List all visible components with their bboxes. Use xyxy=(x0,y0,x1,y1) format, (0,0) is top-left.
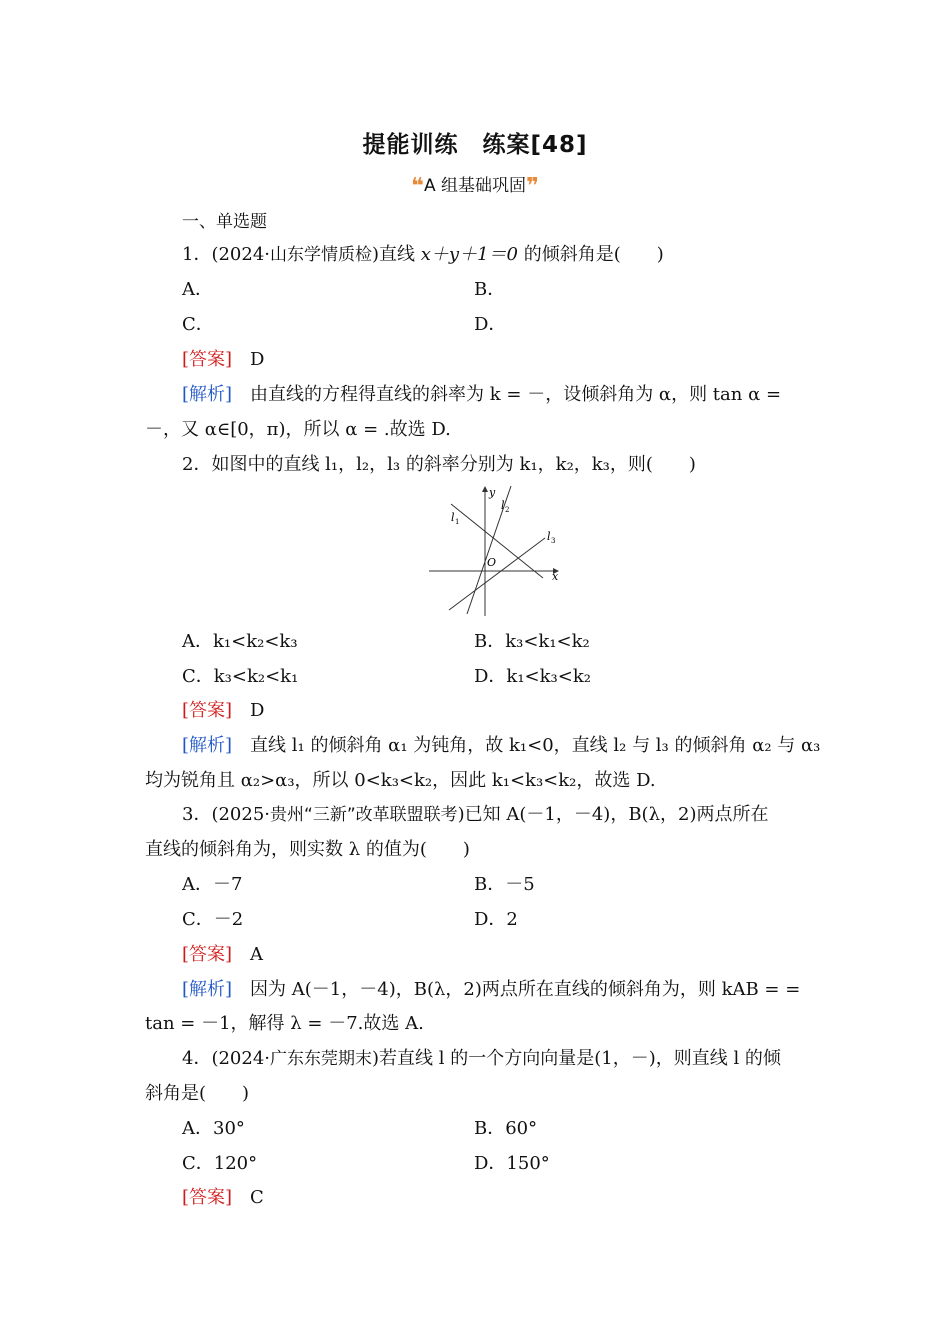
x-axis-label: x xyxy=(552,570,559,583)
q1-analysis-text-1: 由直线的方程得直线的斜率为 k = －，设倾斜角为 α，则 tan α = xyxy=(250,384,782,405)
q3-answer xyxy=(182,943,263,967)
q1-stem-suffix: 的倾斜角是( ) xyxy=(518,244,664,265)
q3-analysis-line-2: tan = －1，解得 λ = －7.故选 A. xyxy=(145,1013,424,1034)
q4-stem-line-1 xyxy=(182,1047,781,1071)
line-l3 xyxy=(449,538,545,610)
q3-option-c: C．－2 xyxy=(182,909,244,930)
l2-label: l xyxy=(501,499,505,512)
y-axis-label: y xyxy=(489,486,496,499)
l2-subscript: 2 xyxy=(505,506,510,514)
q4-option-b: B．60° xyxy=(474,1118,538,1139)
q2-answer-value: D xyxy=(250,700,265,721)
q1-option-a: A． xyxy=(182,279,213,300)
q1-analysis-line-2: －，又 α∈[0，π)，所以 α = .故选 D. xyxy=(145,419,451,440)
q3-answer-value: A xyxy=(250,944,264,965)
q3-stem-line-2: 直线的倾斜角为，则实数 λ 的值为( ) xyxy=(145,839,470,860)
l3-subscript: 3 xyxy=(551,537,556,545)
origin-label: O xyxy=(487,556,497,569)
q1-option-b: B． xyxy=(474,279,506,300)
q2-option-b: B．k₃<k₁<k₂ xyxy=(474,631,590,652)
page-title: 提能训练 练案[48] xyxy=(362,132,588,158)
q4-source: 广东东莞期末 xyxy=(270,1049,373,1069)
q4-option-d: D．150° xyxy=(474,1153,550,1174)
analysis-tag: [解析] xyxy=(182,384,233,405)
q1-source: 山东学情质检 xyxy=(270,245,373,265)
q2-answer xyxy=(182,699,264,723)
q3-option-d: D．2 xyxy=(474,909,518,930)
q1-stem-prefix: 1．(2024· xyxy=(182,244,271,265)
q2-option-a: A．k₁<k₂<k₃ xyxy=(182,631,298,652)
q4-stem-rest: )若直线 l 的一个方向向量是(1，－)，则直线 l 的倾 xyxy=(372,1048,781,1069)
q4-option-a: A．30° xyxy=(182,1118,245,1139)
q4-stem-line-2: 斜角是( ) xyxy=(145,1083,250,1104)
l3-label: l xyxy=(547,530,551,543)
q4-answer xyxy=(182,1186,264,1210)
q3-analysis-line-1 xyxy=(182,978,800,1002)
q4-stem-prefix: 4．(2024· xyxy=(182,1048,271,1069)
section-heading: 一、单选题 xyxy=(182,212,267,232)
q1-option-c: C． xyxy=(182,314,214,335)
q2-analysis-line-1 xyxy=(182,734,820,758)
y-axis-arrow-icon xyxy=(482,486,488,492)
q3-option-a: A．－7 xyxy=(182,874,243,895)
q3-source: 贵州“三新”改革联盟联考 xyxy=(270,805,458,825)
q2-analysis-text-1: 直线 l₁ 的倾斜角 α₁ 为钝角，故 k₁<0，直线 l₂ 与 l₃ 的倾斜角 α₂ 与 α₃ xyxy=(250,735,821,756)
answer-tag: [答案] xyxy=(182,1187,233,1208)
right-quote-icon: ❞ xyxy=(526,174,539,199)
group-label: A 组基础巩固 xyxy=(423,176,527,196)
q4-answer-value: C xyxy=(250,1187,264,1208)
q2-option-d: D．k₁<k₃<k₂ xyxy=(474,666,591,687)
q3-option-b: B．－5 xyxy=(474,874,535,895)
q1-answer-value: D xyxy=(250,349,265,370)
q1-answer xyxy=(182,348,264,372)
q2-option-c: C．k₃<k₂<k₁ xyxy=(182,666,299,687)
l1-subscript: 1 xyxy=(455,518,460,526)
q1-option-d: D． xyxy=(474,314,507,335)
answer-tag: [答案] xyxy=(182,944,233,965)
group-heading xyxy=(0,171,950,199)
q1-stem xyxy=(182,243,664,267)
q3-stem-line-1 xyxy=(182,803,768,827)
analysis-tag: [解析] xyxy=(182,979,233,1000)
line-l1 xyxy=(451,504,543,578)
l1-label: l xyxy=(451,511,455,524)
answer-tag: [答案] xyxy=(182,349,233,370)
q2-figure xyxy=(425,482,565,618)
q4-option-c: C．120° xyxy=(182,1153,258,1174)
q3-stem-prefix: 3．(2025· xyxy=(182,804,271,825)
answer-tag: [答案] xyxy=(182,700,233,721)
q3-analysis-text-1: 因为 A(－1，－4)，B(λ，2)两点所在直线的倾斜角为，则 kAB = = xyxy=(250,979,801,1000)
left-quote-icon: ❝ xyxy=(411,174,424,199)
q1-stem-mid: )直线 xyxy=(372,244,421,265)
q1-analysis-line-1 xyxy=(182,383,781,407)
analysis-tag: [解析] xyxy=(182,735,233,756)
q2-stem: 2．如图中的直线 l₁，l₂，l₃ 的斜率分别为 k₁，k₂，k₃，则( ) xyxy=(182,454,696,475)
q1-equation: x＋y＋1＝0 xyxy=(420,244,518,265)
q3-stem-rest: )已知 A(－1，－4)，B(λ，2)两点所在 xyxy=(457,804,769,825)
q2-analysis-line-2: 均为锐角且 α₂>α₃，所以 0<k₃<k₂，因此 k₁<k₃<k₂，故选 D. xyxy=(145,770,656,791)
